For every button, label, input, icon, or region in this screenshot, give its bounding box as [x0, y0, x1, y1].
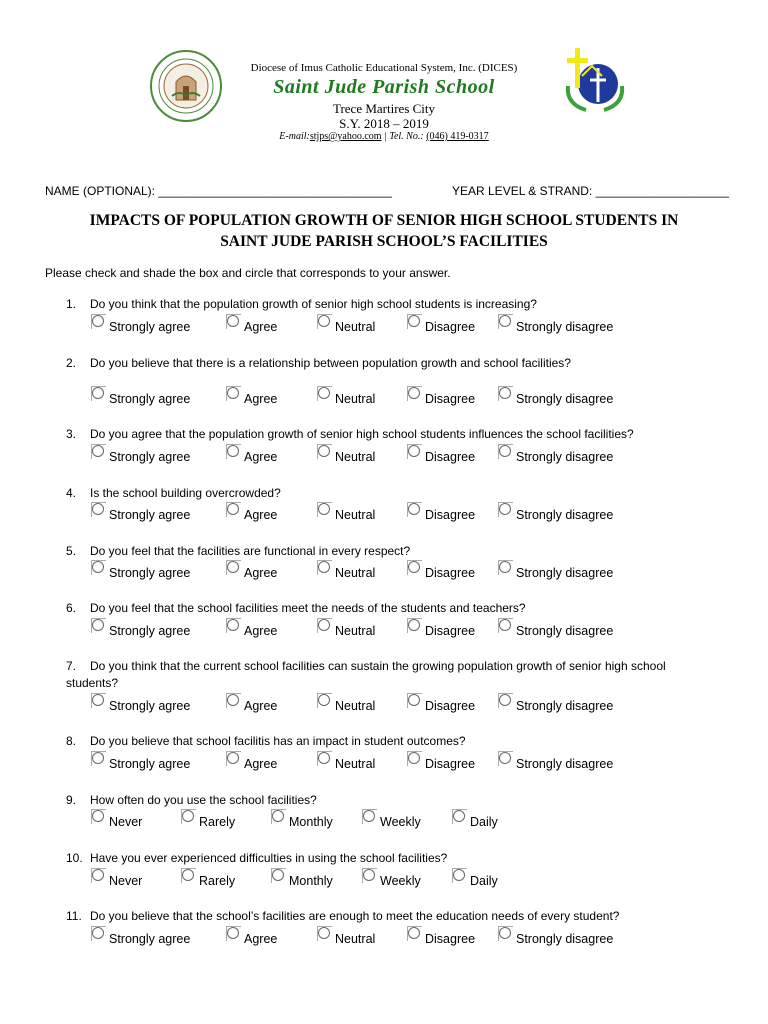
radio-circle-icon[interactable] [92, 503, 104, 515]
radio-circle-icon[interactable] [227, 619, 239, 631]
option-label: Strongly agree [109, 566, 191, 580]
option-label: Strongly agree [109, 699, 191, 713]
radio-circle-icon[interactable] [499, 927, 511, 939]
name-field[interactable]: NAME (OPTIONAL): ___________________________________ [45, 184, 392, 198]
survey-title-line-1: IMPACTS OF POPULATION GROWTH OF SENIOR HIGH SCHOOL STUDENTS IN [89, 212, 679, 229]
question-number: 9. [66, 793, 77, 807]
option-label: Strongly disagree [516, 932, 614, 946]
option-label: Agree [244, 699, 278, 713]
radio-circle-icon[interactable] [453, 869, 465, 881]
option-label: Strongly agree [109, 932, 191, 946]
option-label: Weekly [380, 815, 421, 829]
question-number: 2. [66, 356, 77, 370]
radio-circle-icon[interactable] [318, 387, 330, 399]
tel-label: Tel. No.: [389, 131, 427, 142]
option-label: Strongly agree [109, 320, 191, 334]
question-text: Do you feel that the facilities are functional in every respect? [90, 544, 411, 558]
school-city: Trece Martires City [332, 101, 436, 116]
question-4 [66, 485, 716, 502]
question-7 [66, 658, 716, 692]
option-label: Strongly disagree [516, 624, 614, 638]
radio-circle-icon[interactable] [227, 927, 239, 939]
school-year: S.Y. 2018 – 2019 [339, 116, 429, 131]
radio-circle-icon[interactable] [318, 619, 330, 631]
question-text: How often do you use the school facilities? [90, 793, 317, 807]
radio-circle-icon[interactable] [92, 561, 104, 573]
radio-circle-icon[interactable] [227, 387, 239, 399]
radio-circle-icon[interactable] [499, 561, 511, 573]
question-text: Do you believe that the school’s facilities are enough to meet the education needs of every student? [90, 909, 620, 923]
question-number: 6. [66, 601, 77, 615]
option-label: Neutral [335, 757, 376, 771]
tel-number: (046) 419-0317 [426, 131, 489, 142]
option-label: Rarely [199, 815, 236, 829]
radio-circle-icon[interactable] [408, 315, 420, 327]
radio-circle-icon[interactable] [227, 315, 239, 327]
option-label: Daily [470, 815, 498, 829]
radio-circle-icon[interactable] [227, 752, 239, 764]
option-label: Strongly disagree [516, 508, 614, 522]
question-5 [66, 543, 716, 560]
option-label: Disagree [425, 508, 476, 522]
option-label: Strongly agree [109, 392, 191, 406]
option-label: Agree [244, 757, 278, 771]
year-level-field[interactable]: YEAR LEVEL & STRAND: ____________________ [452, 184, 730, 198]
answer-options-9 [0, 813, 768, 831]
radio-circle-icon[interactable] [363, 869, 375, 881]
radio-circle-icon[interactable] [408, 387, 420, 399]
radio-circle-icon[interactable] [318, 445, 330, 457]
question-text: Do you think that the population growth of senior high school students is increasing? [90, 297, 537, 311]
radio-circle-icon[interactable] [499, 694, 511, 706]
option-label: Agree [244, 566, 278, 580]
question-number: 10. [66, 851, 83, 865]
radio-circle-icon[interactable] [272, 869, 284, 881]
question-number: 5. [66, 544, 77, 558]
radio-circle-icon[interactable] [92, 694, 104, 706]
radio-circle-icon[interactable] [318, 694, 330, 706]
question-text: Do you think that the current school facilities can sustain the growing population growth of senior high school students? [66, 659, 666, 690]
answer-options-8 [0, 755, 768, 773]
option-label: Monthly [289, 874, 333, 888]
option-label: Disagree [425, 624, 476, 638]
school-name: Saint Jude Parish School [273, 76, 495, 98]
option-label: Neutral [335, 566, 376, 580]
option-label: Monthly [289, 815, 333, 829]
answer-options-3 [0, 448, 768, 466]
option-label: Strongly disagree [516, 320, 614, 334]
option-label: Neutral [335, 699, 376, 713]
radio-circle-icon[interactable] [453, 810, 465, 822]
option-label: Strongly agree [109, 508, 191, 522]
instructions: Please check and shade the box and circle that corresponds to your answer. [45, 266, 451, 280]
radio-circle-icon[interactable] [92, 810, 104, 822]
option-label: Neutral [335, 932, 376, 946]
question-10 [66, 850, 716, 867]
question-number: 7. [66, 659, 77, 673]
option-label: Disagree [425, 566, 476, 580]
answer-options-10 [0, 872, 768, 890]
option-label: Agree [244, 450, 278, 464]
option-label: Never [109, 815, 143, 829]
answer-options-1 [0, 318, 768, 336]
radio-circle-icon[interactable] [92, 869, 104, 881]
diocese-line: Diocese of Imus Catholic Educational System, Inc. (DICES) [250, 62, 518, 74]
option-label: Rarely [199, 874, 236, 888]
radio-circle-icon[interactable] [499, 315, 511, 327]
radio-circle-icon[interactable] [318, 315, 330, 327]
radio-circle-icon[interactable] [499, 619, 511, 631]
answer-options-2 [0, 390, 768, 408]
radio-circle-icon[interactable] [408, 561, 420, 573]
option-label: Strongly agree [109, 757, 191, 771]
radio-circle-icon[interactable] [92, 387, 104, 399]
option-label: Strongly agree [109, 450, 191, 464]
radio-circle-icon[interactable] [499, 445, 511, 457]
question-1 [66, 296, 716, 313]
question-number: 3. [66, 427, 77, 441]
radio-circle-icon[interactable] [499, 387, 511, 399]
question-text: Do you agree that the population growth of senior high school students influences the school facilities? [90, 427, 634, 441]
question-number: 4. [66, 486, 77, 500]
answer-options-6 [0, 622, 768, 640]
radio-circle-icon[interactable] [499, 752, 511, 764]
question-9 [66, 792, 716, 809]
option-label: Strongly disagree [516, 450, 614, 464]
option-label: Agree [244, 508, 278, 522]
radio-circle-icon[interactable] [318, 927, 330, 939]
radio-circle-icon[interactable] [182, 810, 194, 822]
answer-options-5 [0, 564, 768, 582]
answer-options-4 [0, 506, 768, 524]
radio-circle-icon[interactable] [92, 927, 104, 939]
radio-circle-icon[interactable] [227, 445, 239, 457]
option-label: Strongly disagree [516, 699, 614, 713]
radio-circle-icon[interactable] [408, 619, 420, 631]
radio-circle-icon[interactable] [318, 752, 330, 764]
question-3 [66, 426, 716, 443]
radio-circle-icon[interactable] [182, 869, 194, 881]
radio-circle-icon[interactable] [408, 694, 420, 706]
question-6 [66, 600, 716, 617]
radio-circle-icon[interactable] [227, 503, 239, 515]
radio-circle-icon[interactable] [92, 752, 104, 764]
question-number: 8. [66, 734, 77, 748]
radio-circle-icon[interactable] [227, 561, 239, 573]
option-label: Strongly disagree [516, 392, 614, 406]
option-label: Strongly agree [109, 624, 191, 638]
option-label: Daily [470, 874, 498, 888]
option-label: Agree [244, 932, 278, 946]
radio-circle-icon[interactable] [318, 503, 330, 515]
option-label: Neutral [335, 320, 376, 334]
radio-circle-icon[interactable] [363, 810, 375, 822]
option-label: Strongly disagree [516, 757, 614, 771]
option-label: Never [109, 874, 143, 888]
radio-circle-icon[interactable] [92, 619, 104, 631]
option-label: Agree [244, 392, 278, 406]
question-text: Have you ever experienced difficulties in using the school facilities? [90, 851, 448, 865]
contact-separator: | [381, 131, 390, 142]
option-label: Disagree [425, 757, 476, 771]
radio-circle-icon[interactable] [499, 503, 511, 515]
option-label: Disagree [425, 699, 476, 713]
radio-circle-icon[interactable] [272, 810, 284, 822]
option-label: Disagree [425, 392, 476, 406]
radio-circle-icon[interactable] [92, 445, 104, 457]
answer-options-11 [0, 930, 768, 948]
option-label: Neutral [335, 508, 376, 522]
radio-circle-icon[interactable] [318, 561, 330, 573]
option-label: Agree [244, 320, 278, 334]
option-label: Disagree [425, 320, 476, 334]
question-text: Is the school building overcrowded? [90, 486, 281, 500]
question-11 [66, 908, 716, 925]
option-label: Neutral [335, 392, 376, 406]
option-label: Agree [244, 624, 278, 638]
radio-circle-icon[interactable] [92, 315, 104, 327]
option-label: Neutral [335, 450, 376, 464]
option-label: Strongly disagree [516, 566, 614, 580]
question-text: Do you believe that there is a relationship between population growth and school facilities? [90, 356, 571, 370]
contact-line [0, 131, 768, 142]
question-8 [66, 733, 716, 750]
email-link[interactable]: stjps@yahoo.com [309, 131, 382, 142]
radio-circle-icon[interactable] [408, 752, 420, 764]
option-label: Neutral [335, 624, 376, 638]
radio-circle-icon[interactable] [408, 503, 420, 515]
option-label: Disagree [425, 932, 476, 946]
radio-circle-icon[interactable] [408, 445, 420, 457]
question-2 [66, 355, 716, 372]
answer-options-7 [0, 697, 768, 715]
email-label: E-mail: [279, 131, 310, 142]
question-number: 1. [66, 297, 77, 311]
option-label: Disagree [425, 450, 476, 464]
question-text: Do you feel that the school facilities meet the needs of the students and teachers? [90, 601, 526, 615]
question-number: 11. [66, 909, 82, 923]
survey-title-line-2: SAINT JUDE PARISH SCHOOL’S FACILITIES [220, 233, 548, 250]
radio-circle-icon[interactable] [408, 927, 420, 939]
question-text: Do you believe that school facilitis has an impact in student outcomes? [90, 734, 466, 748]
letterhead [0, 0, 768, 150]
radio-circle-icon[interactable] [227, 694, 239, 706]
option-label: Weekly [380, 874, 421, 888]
